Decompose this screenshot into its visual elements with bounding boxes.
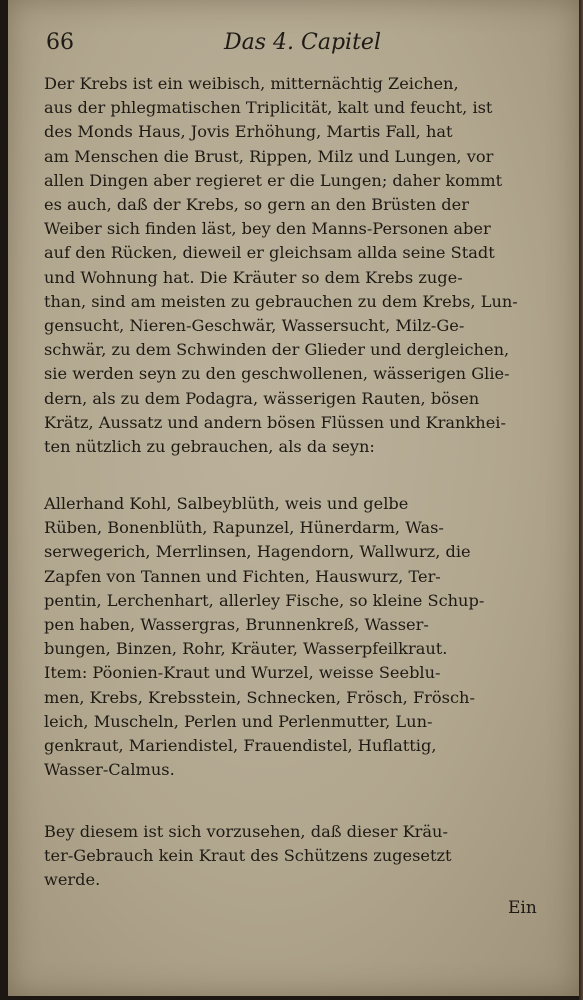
text-line: aus der phlegmatischen Triplicität, kalt und feucht, ist [44,98,493,118]
text-line: than, sind am meisten zu gebrauchen zu dem Krebs, Lun- [44,291,518,311]
text-line: allen Dingen aber regieret er die Lungen; daher kommt [44,170,503,190]
text-line: Wasser-Calmus. [44,760,175,780]
text-line: ten nützlich zu gebrauchen, als da seyn: [44,437,375,457]
text-line: schwär, zu dem Schwinden der Glieder und dergleichen, [44,340,510,360]
text-line: Weiber sich finden läst, bey den Manns-Personen aber [44,219,491,239]
paragraph-herb-list [44,492,554,782]
text-line: Rüben, Bonenblüth, Rapunzel, Hünerdarm, Was- [44,518,444,538]
catchword: Ein [508,898,537,918]
book-edge [579,0,583,1000]
running-title: Das 4. Capitel [224,30,381,55]
text-line: pentin, Lerchenhart, allerley Fische, so kleine Schup- [44,590,485,610]
text-line: des Monds Haus, Jovis Erhöhung, Martis Fall, hat [44,122,453,142]
text-line: leich, Muscheln, Perlen und Perlenmutter, Lun- [44,711,433,731]
text-line: auf den Rücken, dieweil er gleichsam allda seine Stadt [44,243,495,263]
page-header [46,30,576,64]
text-line: Allerhand Kohl, Salbeyblüth, weis und gelbe [44,494,409,513]
text-line: genkraut, Mariendistel, Frauendistel, Huflattig, [44,736,437,756]
text-line: Item: Pöonien-Kraut und Wurzel, weisse Seeblu- [44,663,441,683]
text-line: Der Krebs ist ein weibisch, mitternächtig Zeichen, [44,74,459,93]
text-line: serwegerich, Merrlinsen, Hagendorn, Wallwurz, die [44,542,471,562]
text-line: dern, als zu dem Podagra, wässerigen Rauten, bösen [44,388,480,408]
text-line: men, Krebs, Krebsstein, Schnecken, Frösch, Frösch- [44,687,475,707]
page-number: 66 [46,30,74,55]
book-page [8,0,579,996]
text-line: gensucht, Nieren-Geschwär, Wassersucht, Milz-Ge- [44,316,465,336]
text-line: Zapfen von Tannen und Fichten, Hauswurz, Ter- [44,566,441,586]
text-line: pen haben, Wassergras, Brunnenkreß, Wasser- [44,615,429,635]
text-line: ter-Gebrauch kein Kraut des Schützens zugesetzt [44,846,452,866]
text-line: Krätz, Aussatz und andern bösen Flüssen und Krankhei- [44,412,506,432]
text-line: es auch, daß der Krebs, so gern an den Brüsten der [44,195,469,215]
text-line: Bey diesem ist sich vorzusehen, daß dieser Kräu- [44,822,448,841]
text-line: am Menschen die Brust, Rippen, Milz und Lungen, vor [44,146,494,166]
text-line: sie werden seyn zu den geschwollenen, wässerigen Glie- [44,364,510,384]
paragraph-caution [44,820,554,893]
text-line: werde. [44,870,101,890]
text-line: bungen, Binzen, Rohr, Kräuter, Wasserpfeilkraut. [44,639,448,659]
paragraph-cancer-sign [44,72,554,459]
text-line: und Wohnung hat. Die Kräuter so dem Krebs zuge- [44,267,463,287]
